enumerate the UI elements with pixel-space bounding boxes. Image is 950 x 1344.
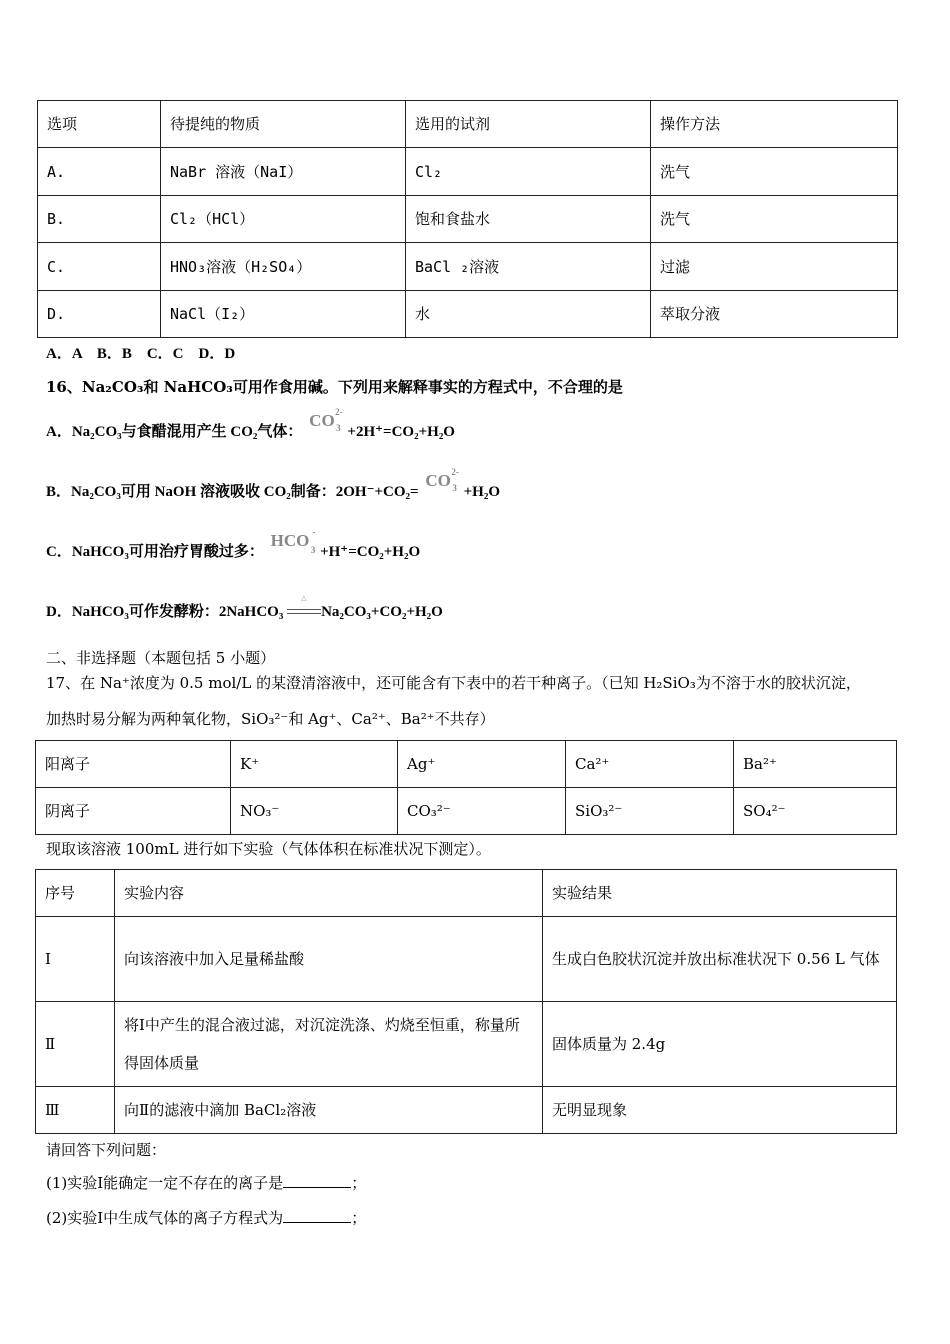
q16-stem: 16、Na₂CO₃和 NaHCO₃可用作食用碱。下列用来解释事实的方程式中，不合理的是 bbox=[46, 378, 623, 396]
header-cell: 待提纯的物质 bbox=[161, 101, 406, 148]
equation-rest: +2H⁺=CO₂+H₂O bbox=[347, 424, 455, 440]
header-cell: 实验内容 bbox=[115, 870, 543, 917]
option-label: C． bbox=[46, 544, 72, 560]
ion-cell: SiO₃²⁻ bbox=[566, 788, 734, 835]
table-row bbox=[36, 788, 897, 835]
section-title: 二、非选择题（本题包括 5 小题） bbox=[46, 649, 276, 667]
table-row bbox=[36, 741, 897, 788]
equation-rest: Na₂CO₃+CO₂+H₂O bbox=[321, 604, 443, 620]
q15-choices: A．A B．B C．C D．D bbox=[46, 346, 236, 362]
q16-option-d[interactable] bbox=[46, 593, 443, 621]
option-cell: C. bbox=[38, 243, 161, 291]
option-cell: A. bbox=[38, 148, 161, 196]
ion-cell: Ba²⁺ bbox=[734, 741, 897, 788]
q15-table bbox=[37, 100, 898, 338]
substance-cell: HNO₃溶液（H₂SO₄） bbox=[161, 243, 406, 291]
row-label: 阳离子 bbox=[36, 741, 231, 788]
option-label: B． bbox=[46, 484, 72, 500]
header-cell: 选项 bbox=[38, 101, 161, 148]
substance-cell: Cl₂（HCl） bbox=[161, 196, 406, 243]
table-header bbox=[36, 870, 897, 917]
option-cell: B. bbox=[38, 196, 161, 243]
no-cell: Ⅲ bbox=[36, 1087, 115, 1134]
content-cell: 向该溶液中加入足量稀盐酸 bbox=[115, 917, 543, 1002]
bicarbonate-ion-image: HCO - 3 bbox=[270, 527, 316, 555]
row-label: 阴离子 bbox=[36, 788, 231, 835]
method-cell: 萃取分液 bbox=[651, 291, 898, 338]
content-cell: 向Ⅱ的滤液中滴加 BaCl₂溶液 bbox=[115, 1087, 543, 1134]
table-row bbox=[36, 1002, 897, 1087]
sample-text: 现取该溶液 100mL 进行如下实验（气体体积在标准状况下测定）。 bbox=[46, 840, 491, 858]
answer-blank[interactable] bbox=[283, 1208, 351, 1223]
method-cell: 过滤 bbox=[651, 243, 898, 291]
q17-stem-line2: 加热时易分解为两种氧化物，SiO₃²⁻和 Ag⁺、Ca²⁺、Ba²⁺不共存） bbox=[46, 710, 495, 728]
result-cell: 生成白色胶状沉淀并放出标准状况下 0.56 L 气体 bbox=[543, 917, 897, 1002]
question-2: (2)实验Ⅰ中生成气体的离子方程式为 ； bbox=[46, 1209, 367, 1227]
q16-option-c[interactable] bbox=[46, 527, 421, 561]
ion-cell: CO₃²⁻ bbox=[398, 788, 566, 835]
result-cell: 固体质量为 2.4g bbox=[543, 1002, 897, 1087]
content-cell: 将Ⅰ中产生的混合液过滤，对沉淀洗涤、灼烧至恒重，称量所得固体质量 bbox=[115, 1002, 543, 1087]
q16-option-b[interactable] bbox=[46, 467, 500, 501]
q16-option-a[interactable] bbox=[46, 407, 455, 441]
answer-blank[interactable] bbox=[283, 1173, 351, 1188]
carbonate-ion-image: CO 2- 3 bbox=[425, 467, 459, 493]
ion-cell: NO₃⁻ bbox=[231, 788, 398, 835]
answer-prompt: 请回答下列问题： bbox=[46, 1141, 167, 1159]
table-row bbox=[38, 243, 898, 291]
heat-equals-sign bbox=[287, 593, 321, 619]
header-cell: 序号 bbox=[36, 870, 115, 917]
heat-mark: △ bbox=[301, 593, 307, 602]
q15-table-header bbox=[38, 101, 898, 148]
option-text: Na₂CO₃与食醋混用产生 CO₂气体： bbox=[71, 424, 303, 440]
header-cell: 选用的试剂 bbox=[406, 101, 651, 148]
reagent-cell: 水 bbox=[406, 291, 651, 338]
reagent-cell: Cl₂ bbox=[406, 148, 651, 196]
equation-rest: +H⁺=CO₂+H₂O bbox=[320, 544, 421, 560]
method-cell: 洗气 bbox=[651, 196, 898, 243]
option-label: A． bbox=[46, 424, 72, 440]
table-row bbox=[36, 1087, 897, 1134]
option-text: NaHCO₃可用治疗胃酸过多： bbox=[71, 544, 264, 560]
ion-cell: Ca²⁺ bbox=[566, 741, 734, 788]
question-1: (1)实验Ⅰ能确定一定不存在的离子是 ； bbox=[46, 1174, 367, 1192]
substance-cell: NaBr 溶液（NaI） bbox=[161, 148, 406, 196]
ion-cell: K⁺ bbox=[231, 741, 398, 788]
substance-cell: NaCl（I₂） bbox=[161, 291, 406, 338]
ion-cell: Ag⁺ bbox=[398, 741, 566, 788]
equation-rest: +H₂O bbox=[463, 484, 500, 500]
table-row bbox=[38, 196, 898, 243]
option-text: NaHCO₃可作发酵粉：2NaHCO₃ bbox=[71, 604, 284, 620]
header-cell: 操作方法 bbox=[651, 101, 898, 148]
ion-cell: SO₄²⁻ bbox=[734, 788, 897, 835]
method-cell: 洗气 bbox=[651, 148, 898, 196]
experiment-table bbox=[35, 869, 897, 1134]
result-cell: 无明显现象 bbox=[543, 1087, 897, 1134]
table-row bbox=[38, 291, 898, 338]
table-row bbox=[36, 917, 897, 1002]
option-label: D． bbox=[46, 604, 72, 620]
header-cell: 实验结果 bbox=[543, 870, 897, 917]
option-text: Na₂CO₃可用 NaOH 溶液吸收 CO₂制备：2OH⁻+CO₂= bbox=[71, 484, 419, 500]
no-cell: Ⅱ bbox=[36, 1002, 115, 1087]
no-cell: Ⅰ bbox=[36, 917, 115, 1002]
reagent-cell: BaCl ₂溶液 bbox=[406, 243, 651, 291]
reagent-cell: 饱和食盐水 bbox=[406, 196, 651, 243]
option-cell: D. bbox=[38, 291, 161, 338]
ion-table bbox=[35, 740, 897, 835]
table-row bbox=[38, 148, 898, 196]
carbonate-ion-image: CO 2- 3 bbox=[309, 407, 343, 433]
q17-stem-line1: 17、在 Na⁺浓度为 0.5 mol/L 的某澄清溶液中，还可能含有下表中的若干种离子。（已知 H₂SiO₃为不溶于水的胶状沉淀， bbox=[46, 674, 861, 692]
